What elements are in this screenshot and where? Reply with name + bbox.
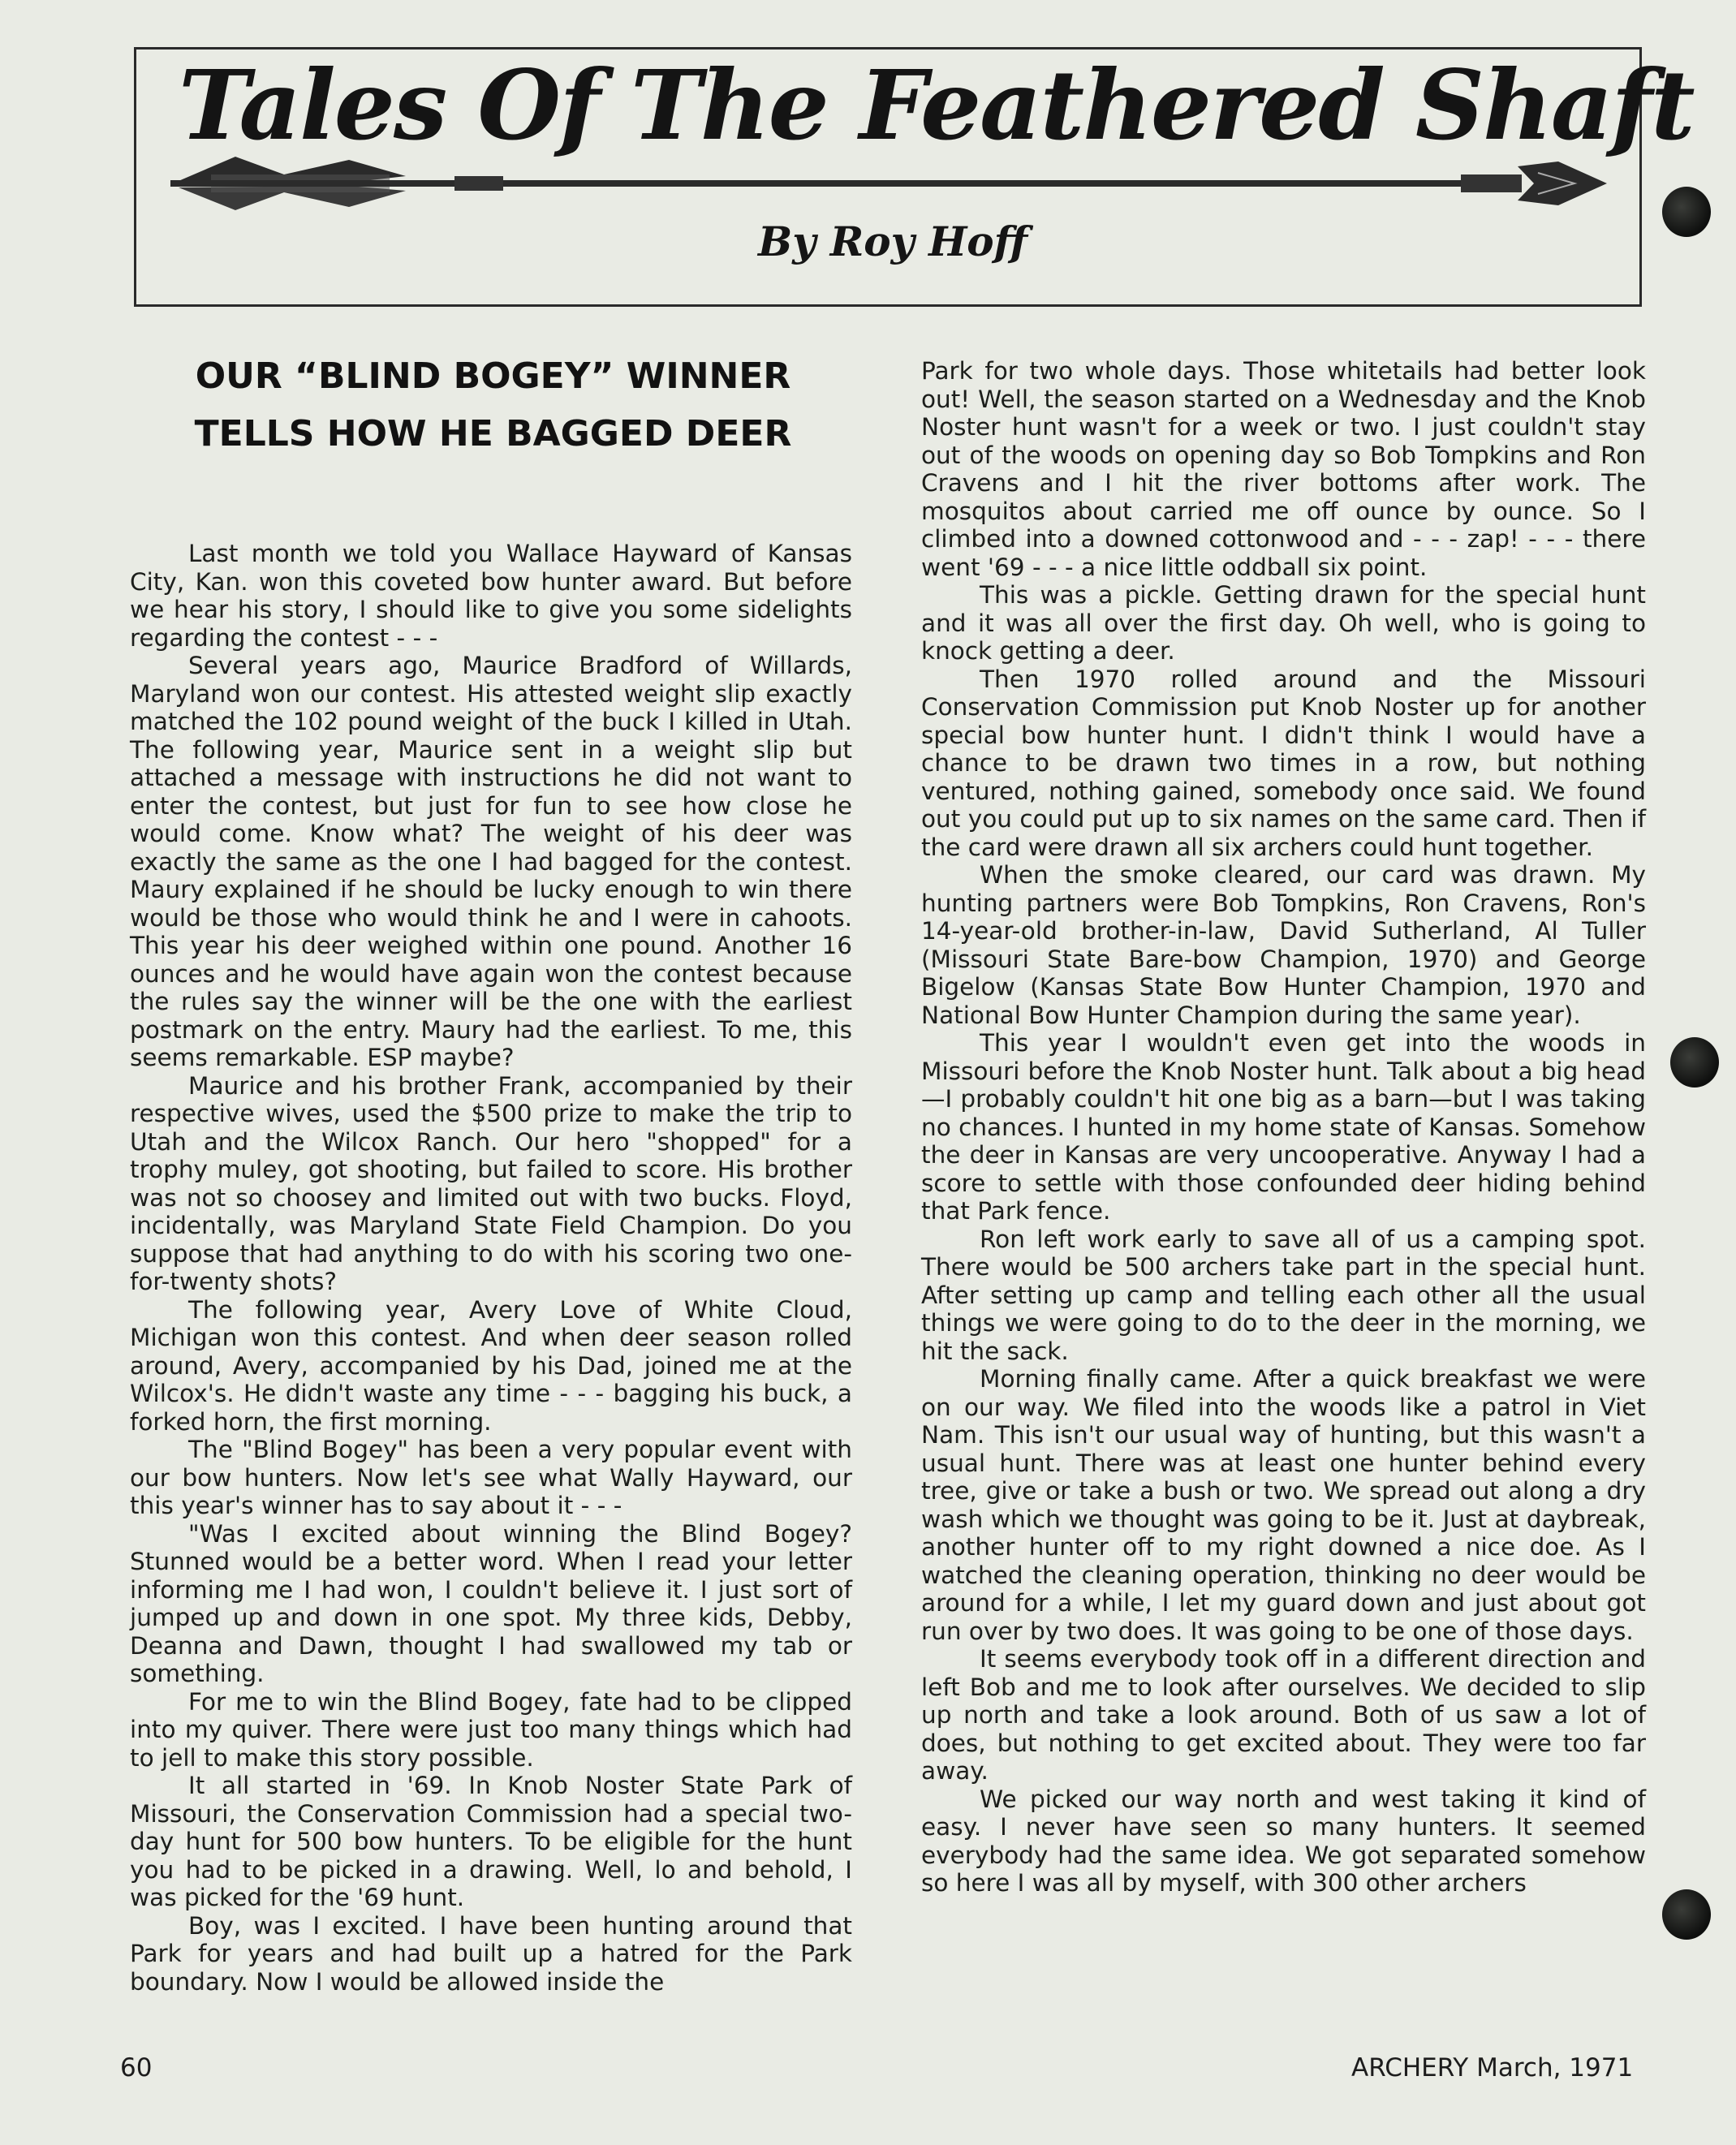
column-title: Tales Of The Feathered Shaft [179,49,1694,162]
paragraph: Several years ago, Maurice Bradford of Willards, Maryland won our contest. His attested weight slip exactly matched the 102 pound weight of the buck I killed in Utah. The following year, Maurice sent in a weight slip but attached a message with instructions he did not want to enter the contest, but just for fun to see how close he would come. Know what? The weight of his deer was exactly the same as the one I had bagged for the contest. Maury explained if he should be lucky enough to win there would be those who would think he and I were in cahoots. This year his deer weighed within one pound. Another 16 ounces and he would have again won the contest because the rules say the winner will be the one with the earliest postmark on the entry. Maury had the earliest. To me, this seems remarkable. ESP maybe? [130,652,852,1071]
paragraph: Park for two whole days. Those whitetails had better look out! Well, the season started on a Wednesday and the Knob Noster hunt wasn't for a week or two. I just couldn't stay out of the woods on opening day so Bob Tompkins and Ron Cravens and I hit the river bottoms after work. The mosquitos about carried me off ounce by ounce. So I climbed into a downed cottonwood and - - - zap! - - - there went '69 - - - a nice little oddball six point. [921,357,1646,581]
paragraph: Boy, was I excited. I have been hunting around that Park for years and had built up a hatred for the Park boundary. Now I would be allowed inside the [130,1911,852,1996]
paragraph: The following year, Avery Love of White Cloud, Michigan won this contest. And when deer season rolled around, Avery, accompanied by his Dad, joined me at the Wilcox's. He didn't waste any time - - - bagging his buck, a forked horn, the first morning. [130,1295,852,1436]
paragraph: When the smoke cleared, our card was drawn. My hunting partners were Bob Tompkins, Ron Cravens, Ron's 14-year-old brother-in-law, David Sutherland, Al Tuller (Missouri State Bare-bow Champion, 1970) and George Bigelow (Kansas State Bow Hunter Champion, 1970 and National Bow Hunter Champion during the same year). [921,861,1646,1029]
paragraph: Morning finally came. After a quick breakfast we were on our way. We filed into the woods like a patrol in Viet Nam. This isn't our usual way of hunting, but this wasn't a usual hunt. There was at least one hunter behind every tree, give or take a bush or two. We spread out along a dry wash which we thought was going to be it. Just at daybreak, another hunter off to my right downed a nice doe. As I watched the cleaning operation, thinking no deer would be around for a while, I let my guard down and just about got run over by two does. It was going to be one of those days. [921,1365,1646,1645]
article-headline: OUR “BLIND BOGEY” WINNER TELLS HOW HE BAGGED DEER [194,355,792,454]
binder-hole-bottom [1662,1889,1711,1940]
paragraph: It all started in '69. In Knob Noster State Park of Missouri, the Conservation Commission had a special two-day hunt for 500 bow hunters. To be eligible for the hunt you had to be picked in a drawing. Well, lo and behold, I was picked for the '69 hunt. [130,1772,852,1911]
paragraph: This year I wouldn't even get into the woods in Missouri before the Knob Noster hunt. Talk about a big head—I probably couldn't hit one big as a barn—but I was taking no chances. I hunted in my home state of Kansas. Somehow the deer in Kansas are very uncooperative. Anyway I had a score to settle with those confounded deer hiding behind that Park fence. [921,1029,1646,1225]
paragraph: It seems everybody took off in a different direction and left Bob and me to look after ourselves. We decided to slip up north and take a look around. Both of us saw a lot of does, but nothing to get excited about. They were too far away. [921,1645,1646,1785]
magazine-footer: ARCHERY March, 1971 [1351,2053,1634,2083]
arrowhead [1518,162,1607,205]
right-column [921,357,1646,1897]
paragraph: Then 1970 rolled around and the Missouri Conservation Commission put Knob Noster up for another special bow hunter hunt. I didn't think I would have a chance to be drawn two times in a row, but nothing ventured, nothing gained, somebody once said. We found out you could put up to six names on the same card. Then if the card were drawn all six archers could hunt together. [921,665,1646,861]
arrow-shaft [170,180,1501,187]
paragraph: We picked our way north and west taking it kind of easy. I never have seen so many hunters. It seemed everybody had the same idea. We got separated somehow so here I was all by myself, with 300 other archers [921,1785,1646,1897]
arrow-illustration [162,150,1615,215]
paragraph: "Was I excited about winning the Blind Bogey? Stunned would be a better word. When I read your letter informing me I had won, I couldn't believe it. I just sort of jumped up and down in one spot. My three kids, Debby, Deanna and Dawn, thought I had swallowed my tab or something. [130,1519,852,1687]
paragraph: The "Blind Bogey" has been a very popular event with our bow hunters. Now let's see what Wally Hayward, our this year's winner has to say about it - - - [130,1436,852,1519]
page-number: 60 [120,2053,153,2083]
paragraph: Ron left work early to save all of us a camping spot. There would be 500 archers take part in the special hunt. After setting up camp and telling each other all the usual things we were going to do to the deer in the morning, we hit the sack. [921,1225,1646,1365]
paragraph: This was a pickle. Getting drawn for the special hunt and it was all over the first day. Oh well, who is going to knock getting a deer. [921,581,1646,665]
arrow-binding [454,176,503,191]
paragraph: For me to win the Blind Bogey, fate had to be clipped into my quiver. There were just too many things which had to jell to make this story possible. [130,1687,852,1772]
binder-hole-middle [1670,1037,1719,1088]
left-column [130,540,852,1996]
byline: By Roy Hoff [757,218,1028,265]
paragraph: Last month we told you Wallace Hayward of Kansas City, Kan. won this coveted bow hunter award. But before we hear his story, I should like to give you some sidelights regarding the contest - - - [130,540,852,652]
paragraph: Maurice and his brother Frank, accompanied by their respective wives, used the $500 prize to make the trip to Utah and the Wilcox Ranch. Our hero "shopped" for a trophy muley, got shooting, but failed to score. His brother was not so choosey and limited out with two bucks. Floyd, incidentally, was Maryland State Field Champion. Do you suppose that had anything to do with his scoring two one-for-twenty shots? [130,1071,852,1295]
binder-hole-top [1662,187,1711,237]
arrow-wrap [1461,174,1522,192]
